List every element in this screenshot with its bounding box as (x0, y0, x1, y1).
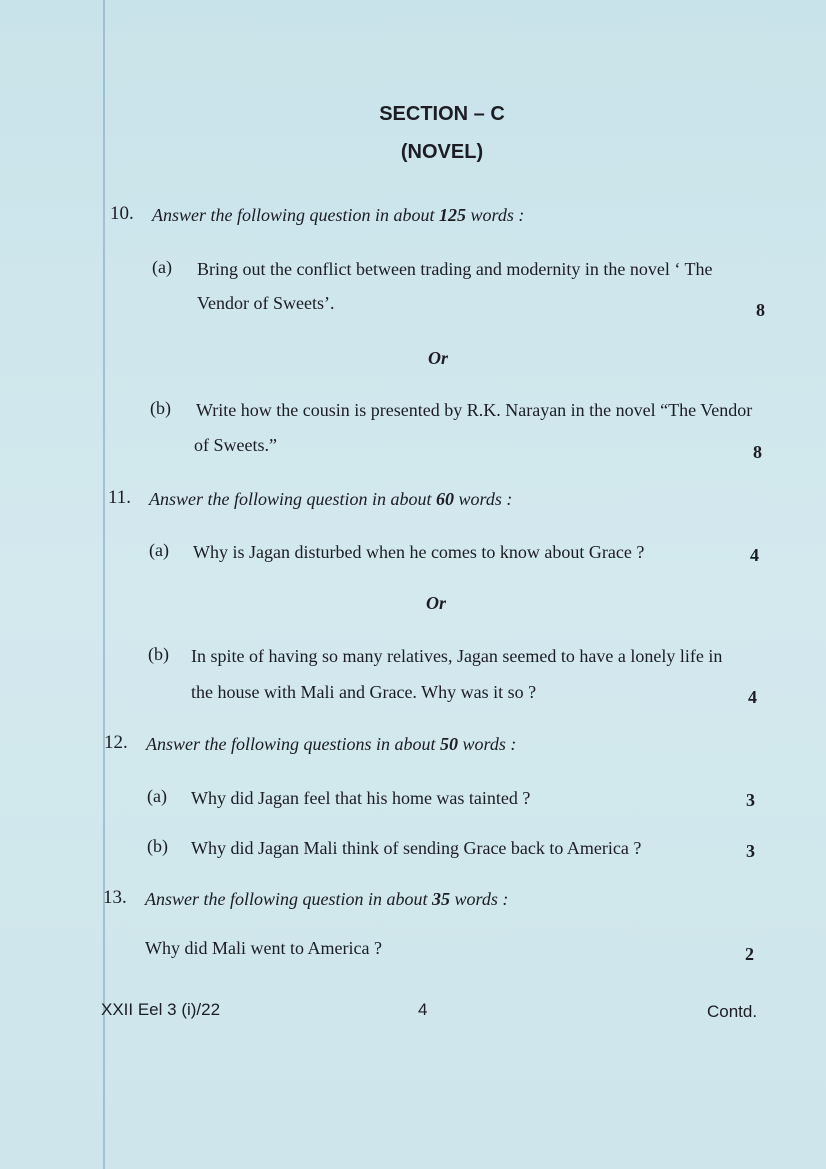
q11-b-label: (b) (148, 644, 169, 664)
q12-number: 12. (104, 732, 128, 753)
q13-instruction: Answer the following question in about 35 words : (145, 889, 509, 909)
section-subtitle: (NOVEL) (400, 141, 484, 163)
q13-number: 13. (103, 887, 127, 908)
q10-b-line1: Write how the cousin is presented by R.K. Narayan in the novel “The Vendor (196, 400, 753, 420)
q11-b-line2: the house with Mali and Grace. Why was it so ? (191, 682, 537, 702)
q10-b-marks: 8 (753, 442, 762, 462)
q10-b-label: (b) (150, 398, 171, 418)
q10-a-marks: 8 (756, 300, 765, 320)
q11-a-label: (a) (149, 540, 169, 560)
q12-a-marks: 3 (746, 790, 755, 810)
q11-instruction: Answer the following question in about 60 words : (149, 489, 513, 509)
q13-line1: Why did Mali went to America ? (145, 938, 382, 958)
section-title: SECTION – C (379, 103, 505, 125)
q12-b-label: (b) (147, 836, 168, 856)
q10-a-line2: Vendor of Sweets’. (197, 293, 335, 313)
margin-line (103, 0, 105, 1169)
q11-a-line1: Why is Jagan disturbed when he comes to know about Grace ? (193, 542, 645, 562)
q13-marks: 2 (745, 944, 754, 964)
q10-number: 10. (110, 203, 134, 224)
q11-number: 11. (108, 487, 132, 508)
q10-a-label: (a) (152, 257, 172, 277)
q12-instruction: Answer the following questions in about 50 words : (146, 734, 517, 754)
footer-page-number: 4 (418, 1000, 428, 1019)
q10-b-line2: of Sweets.” (194, 435, 277, 455)
footer-code: XXII Eel 3 (i)/22 (101, 1000, 221, 1019)
q12-b-line1: Why did Jagan Mali think of sending Grace back to America ? (191, 838, 642, 858)
q10-a-line1: Bring out the conflict between trading and modernity in the novel ‘ The (197, 259, 713, 279)
q11-or: Or (426, 593, 447, 613)
footer-contd: Contd. (707, 1002, 758, 1021)
q10-or: Or (428, 348, 449, 368)
q12-a-line1: Why did Jagan feel that his home was tainted ? (191, 788, 531, 808)
q11-b-marks: 4 (748, 687, 757, 707)
q10-instruction: Answer the following question in about 125 words : (152, 205, 525, 225)
q12-a-label: (a) (147, 786, 167, 806)
q11-b-line1: In spite of having so many relatives, Jagan seemed to have a lonely life in (191, 646, 723, 666)
q11-a-marks: 4 (750, 545, 759, 565)
q12-b-marks: 3 (746, 841, 755, 861)
